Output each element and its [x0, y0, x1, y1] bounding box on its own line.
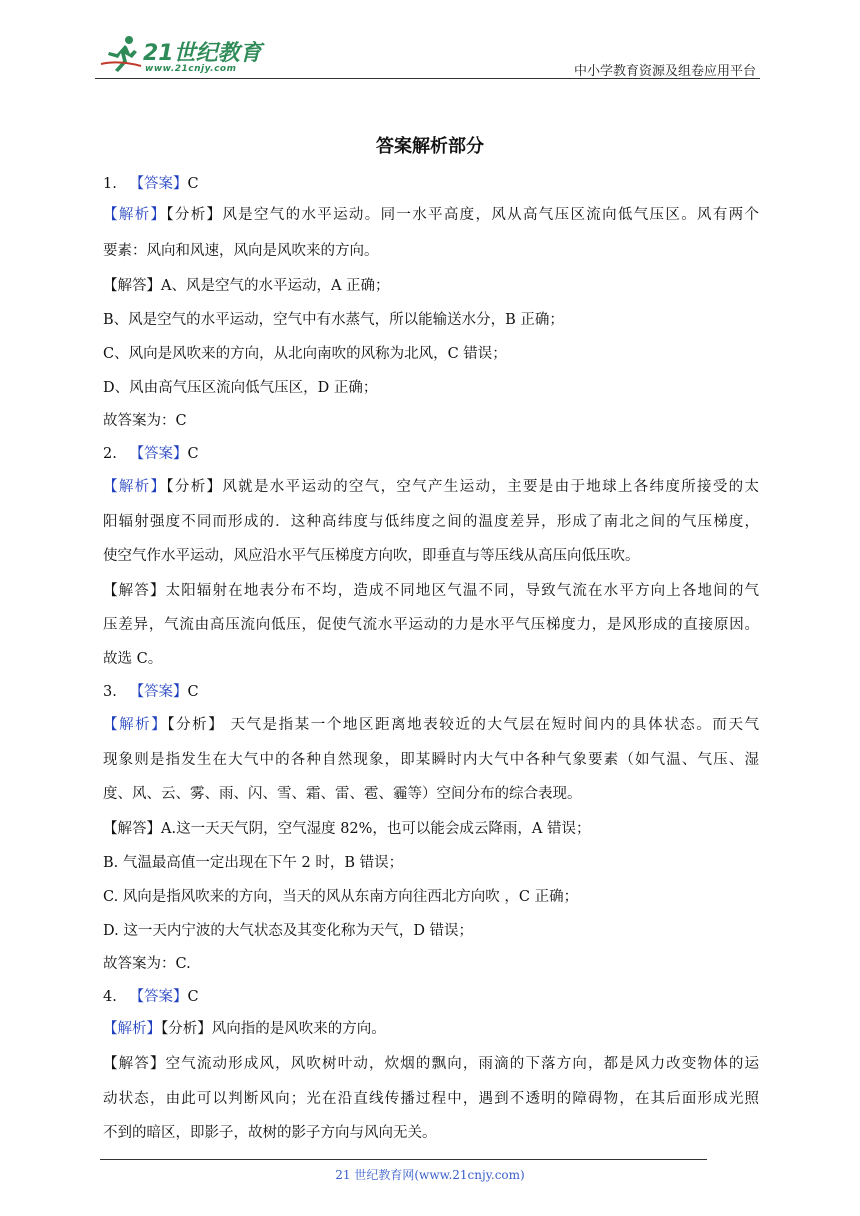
text-line: 要素：风向和风速，风向是风吹来的方向。: [103, 243, 379, 259]
analysis-tag: 【解析】: [103, 479, 167, 495]
analysis-line: 【解析】【分析】风就是水平运动的空气，空气产生运动，主要是由于地球上各纬度所接受的太: [103, 479, 760, 495]
question-number: 1.: [103, 176, 117, 192]
footer-link[interactable]: 21 世纪教育网(www.21cnjy.com): [335, 1168, 525, 1182]
question-number: 3.: [103, 684, 117, 700]
logo-url: www.21cnjy.com: [145, 64, 237, 74]
question-number: 4.: [103, 989, 117, 1005]
text-line: 现象则是指发生在大气中的各种自然现象，即某瞬时内大气中各种气象要素（如气温、气压、湿: [103, 752, 759, 768]
text-line: 不到的暗区，即影子，故树的影子方向与风向无关。: [103, 1125, 437, 1141]
text-line: 【解答】空气流动形成风，风吹树叶动，炊烟的飘向，雨滴的下落方向，都是风力改变物体的运: [103, 1056, 759, 1072]
header-divider: [95, 78, 760, 79]
footer-divider: [100, 1159, 707, 1160]
text-line: D. 这一天内宁波的大气状态及其变化称为天气，D 错误；: [103, 923, 474, 939]
text-line: 使空气作水平运动，风应沿水平气压梯度方向吹，即垂直与等压线从高压向低压吹。: [103, 548, 640, 564]
answer-line-1: [103, 175, 199, 193]
text-line: B、风是空气的水平运动，空气中有水蒸气，所以能输送水分，B 正确；: [103, 312, 564, 328]
runner-logo-icon: [99, 34, 143, 74]
text-line: 压差异，气流由高压流向低压，促使气流水平运动的力是水平气压梯度力，是风形成的直接原因。: [103, 617, 759, 633]
text-line: 【解答】A.这一天天气阴，空气湿度 82%，也可以能会成云降雨，A 错误；: [103, 821, 591, 837]
logo[interactable]: [95, 30, 275, 78]
answer-tag: 【答案】: [129, 989, 188, 1005]
analysis-tag: 【解析】: [103, 717, 168, 733]
answer-value: C: [187, 446, 199, 462]
answer-value: C: [187, 684, 199, 700]
text-line: 度、风、云、雾、雨、闪、雪、霜、雷、雹、霾等）空间分布的综合表现。: [103, 786, 582, 802]
text-line: 故答案为：C.: [103, 956, 191, 972]
analysis-tag: 【解析】: [103, 207, 167, 223]
text-line: 故答案为：C: [103, 413, 187, 429]
text-line: 故选 C。: [103, 651, 163, 667]
header-platform-text: 中小学教育资源及组卷应用平台: [573, 64, 756, 79]
page-title: 答案解析部分: [376, 136, 484, 157]
text-line: 阳辐射强度不同而形成的．这种高纬度与低纬度之间的温度差异，形成了南北之间的气压梯度，: [103, 514, 759, 530]
analysis-tag: 【解析】: [103, 1021, 161, 1037]
text-line: 动状态，由此可以判断风向；光在沿直线传播过程中，遇到不透明的障碍物，在其后面形成光照: [103, 1091, 759, 1107]
answer-tag: 【答案】: [129, 684, 188, 700]
question-number: 2.: [103, 446, 117, 462]
analysis-line: 【解析】【分析】 天气是指某一个地区距离地表较近的大气层在短时间内的具体状态。而天气: [103, 717, 760, 733]
answer-line-2: [103, 445, 199, 463]
answer-value: C: [187, 176, 199, 192]
page-header: [95, 30, 760, 82]
logo-text: 21世纪教育: [143, 41, 262, 66]
answer-tag: 【答案】: [129, 446, 188, 462]
text-line: 【解答】太阳辐射在地表分布不均，造成不同地区气温不同，导致气流在水平方向上各地间的气: [103, 583, 759, 599]
text-line: C. 风向是指风吹来的方向，当天的风从东南方向往西北方向吹 ，C 正确；: [103, 889, 579, 905]
answer-line-3: [103, 683, 199, 701]
analysis-line: 【解析】【分析】风是空气的水平运动。同一水平高度，风从高气压区流向低气压区。风有两个: [103, 207, 760, 223]
text-line: 【解答】A、风是空气的水平运动，A 正确；: [103, 278, 390, 294]
answer-value: C: [187, 989, 199, 1005]
text-line: D、风由高气压区流向低气压区，D 正确；: [103, 380, 378, 396]
analysis-line: 【解析】【分析】风向指的是风吹来的方向。: [103, 1021, 386, 1037]
answer-tag: 【答案】: [129, 176, 188, 192]
text-line: B. 气温最高值一定出现在下午 2 时，B 错误；: [103, 855, 404, 871]
answer-line-4: [103, 988, 199, 1006]
text-line: C、风向是风吹来的方向，从北向南吹的风称为北风，C 错误；: [103, 346, 507, 362]
